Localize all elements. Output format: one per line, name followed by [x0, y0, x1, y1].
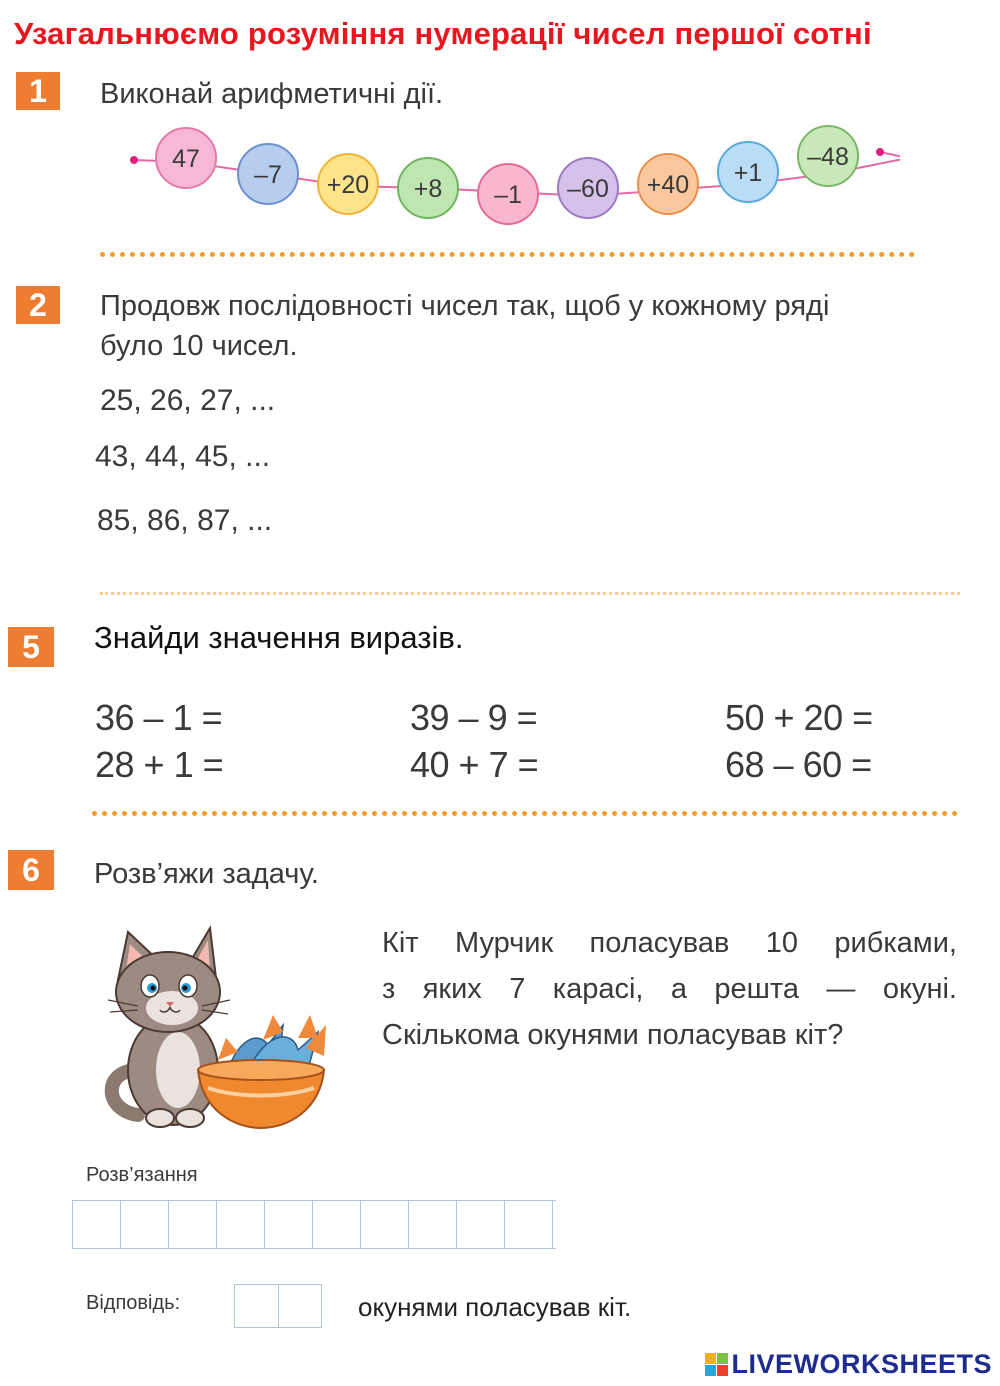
solution-grid	[72, 1200, 556, 1249]
bead-label: +8	[413, 175, 443, 203]
expression: 36 – 1 =	[95, 697, 223, 738]
bead-label: +1	[733, 159, 763, 187]
answer-box	[234, 1284, 322, 1328]
sequence-answer-input[interactable]	[310, 500, 874, 542]
task2-instruction-line2: було 10 чисел.	[100, 330, 298, 362]
section-divider	[100, 592, 960, 595]
sequence-answer-input[interactable]	[310, 380, 874, 422]
liveworksheets-logo[interactable]	[705, 1349, 992, 1380]
logo-mark-icon	[705, 1353, 728, 1376]
bead-label: –48	[807, 143, 849, 171]
bead	[478, 164, 538, 224]
solution-label: Розв’язання	[86, 1164, 198, 1186]
solution-input[interactable]	[77, 1205, 551, 1245]
expression-answer-input[interactable]	[212, 747, 276, 785]
bead-label: –60	[567, 175, 609, 203]
page-title: Узагальнюємо розуміння нумерації чисел першої сотні	[14, 16, 872, 51]
expression: 39 – 9 =	[410, 697, 538, 738]
task5-instruction: Знайди значення виразів.	[94, 620, 464, 655]
word-problem-line: з яких 7 карасі, а решта — окуні.	[382, 973, 957, 1005]
expression: 68 – 60 =	[725, 744, 872, 785]
answer-suffix: окунями поласував кіт.	[358, 1292, 632, 1322]
section-divider	[92, 811, 958, 816]
answer-label: Відповідь:	[86, 1292, 181, 1314]
sequence-row: 85, 86, 87, ...	[97, 504, 273, 537]
expression-answer-input[interactable]	[212, 700, 276, 738]
sequence-answer-input[interactable]	[310, 436, 874, 478]
task-number-badge: 1	[16, 72, 60, 110]
sequence-row: 43, 44, 45, ...	[95, 440, 271, 473]
bead	[558, 158, 618, 218]
expression: 40 + 7 =	[410, 744, 539, 785]
bead-chain	[120, 118, 900, 228]
chain-end-dot	[876, 148, 884, 156]
bead-label: 47	[172, 145, 200, 173]
task-number-badge: 6	[8, 850, 54, 890]
word-problem	[382, 920, 957, 1058]
task2-instruction-line1: Продовж послідовності чисел так, щоб у кожному ряді	[100, 290, 830, 322]
cat-with-fish-illustration	[98, 920, 338, 1135]
bead	[718, 142, 778, 202]
bead-label: +40	[646, 171, 690, 199]
sequence-row: 25, 26, 27, ...	[100, 384, 276, 417]
expression-answer-input[interactable]	[525, 700, 589, 738]
bead	[318, 154, 378, 214]
chain-end-dot	[130, 156, 138, 164]
bead-label: –1	[494, 181, 522, 209]
word-problem-line: Скількома окунями поласував кіт?	[382, 1019, 844, 1051]
bead-label: –7	[254, 161, 282, 189]
expression: 50 + 20 =	[725, 697, 873, 738]
bead	[638, 154, 698, 214]
bead	[238, 144, 298, 204]
task6-instruction: Розв’яжи задачу.	[94, 858, 319, 890]
expression-answer-input[interactable]	[880, 700, 944, 738]
answer-input[interactable]	[237, 1287, 321, 1327]
bead	[156, 128, 216, 188]
task-number-badge: 5	[8, 627, 54, 667]
word-problem-line: Кіт Мурчик поласував 10 рибками,	[382, 927, 957, 959]
brand-name: LIVEWORKSHEETS	[731, 1349, 992, 1379]
task-number-badge: 2	[16, 286, 60, 324]
expression-answer-input[interactable]	[525, 747, 589, 785]
bead	[398, 158, 458, 218]
bead-label: +20	[326, 171, 370, 199]
bead	[798, 126, 858, 186]
task1-instruction: Виконай арифметичні дії.	[100, 78, 444, 110]
expression: 28 + 1 =	[95, 744, 224, 785]
expression-answer-input[interactable]	[880, 747, 944, 785]
section-divider	[100, 252, 915, 257]
